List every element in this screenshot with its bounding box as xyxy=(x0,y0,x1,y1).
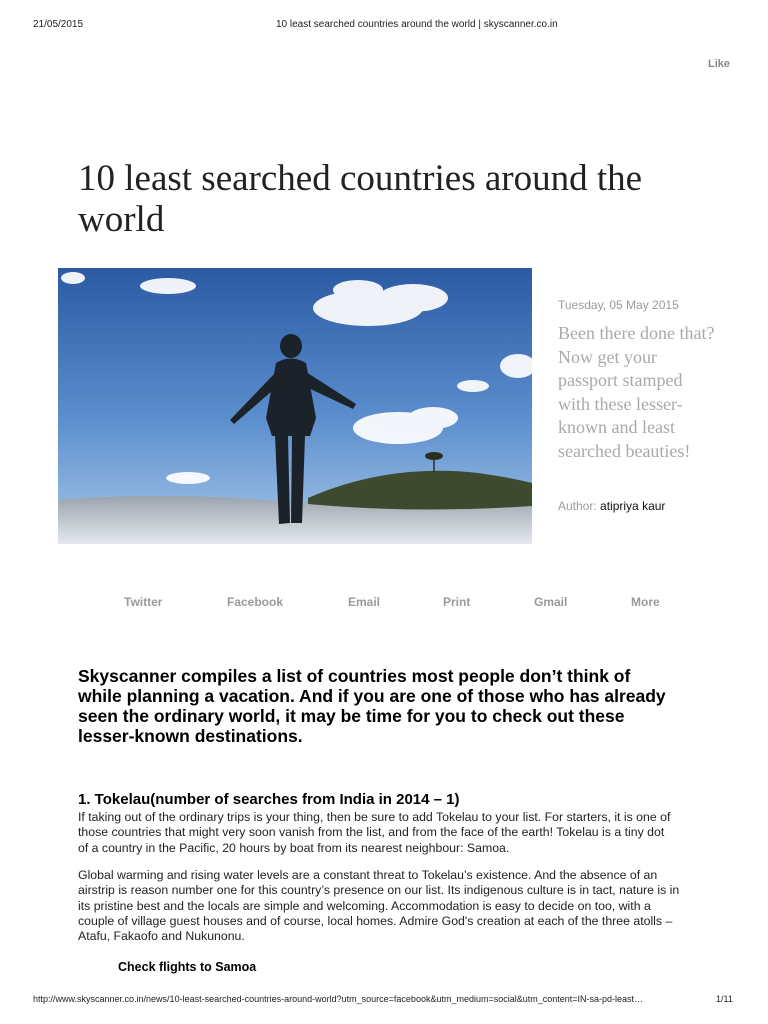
author-label: Author: xyxy=(558,499,597,513)
article-title-line: 10 least searched countries around the xyxy=(78,158,643,199)
article-lead xyxy=(78,666,733,746)
paragraph-line: of a country in the Pacific, 20 hours by boat from its nearest neighbour: Samoa. xyxy=(78,840,510,855)
article-teaser xyxy=(558,322,733,463)
article-date: Tuesday, 05 May 2015 xyxy=(558,298,679,312)
paragraph-line: If taking out of the ordinary trips is your thing, then be sure to add Tokelau to your list. For starters, it is one of xyxy=(78,810,671,824)
section-paragraph xyxy=(78,810,733,856)
teaser-line: searched beauties! xyxy=(558,440,691,461)
section-paragraph xyxy=(78,868,733,944)
print-page-number: 1/11 xyxy=(716,994,733,1004)
paragraph-line: those countries that might very soon vanish from the list, and from the face of the earth! Tokelau is a tiny dot xyxy=(78,825,665,840)
share-more-link[interactable]: More xyxy=(631,595,660,609)
author-name[interactable]: atipriya kaur xyxy=(600,499,666,513)
lead-line: lesser-known destinations. xyxy=(78,726,303,746)
teaser-line: with these lesser- xyxy=(558,393,683,414)
hero-photo xyxy=(58,268,532,544)
teaser-line: passport stamped xyxy=(558,370,683,390)
print-page-title: 10 least searched countries around the world | skyscanner.co.in xyxy=(276,19,558,30)
paragraph-line: Atafu, Fakaofo and Nukunonu. xyxy=(78,929,245,944)
teaser-line: known and least xyxy=(558,417,675,437)
lead-line: Skyscanner compiles a list of countries most people don’t think of xyxy=(78,666,631,686)
print-url: http://www.skyscanner.co.in/news/10-least-searched-countries-around-world?utm_source=facebook&utm_medium=social&utm_content=IN-sa-pd-least… xyxy=(33,994,644,1004)
lead-line: while planning a vacation. And if you are one of those who has already xyxy=(78,686,666,706)
paragraph-line: Global warming and rising water levels are a constant threat to Tokelau’s existence. And the absence of an xyxy=(78,868,658,882)
share-twitter-link[interactable]: Twitter xyxy=(124,595,163,609)
paragraph-line: airstrip is reason number one for this country’s presence on our list. Its indigenous culture is in tact, nature is in xyxy=(78,883,680,898)
lead-line: seen the ordinary world, it may be time for you to check out these xyxy=(78,706,625,726)
teaser-line: Been there done that? xyxy=(558,323,715,343)
paragraph-line: couple of village guest houses and of course, local homes. Admire God's creation at each of the three atolls – xyxy=(78,913,673,928)
teaser-line: Now get your xyxy=(558,346,657,367)
paragraph-line: its pristine best and the locals are simple and welcoming. Accommodation is easy to decide on too, with a xyxy=(78,898,651,913)
print-date: 21/05/2015 xyxy=(33,19,84,30)
share-print-link[interactable]: Print xyxy=(443,595,471,609)
article-title xyxy=(78,158,733,240)
share-email-link[interactable]: Email xyxy=(348,595,381,609)
like-button[interactable]: Like xyxy=(708,58,731,70)
share-gmail-link[interactable]: Gmail xyxy=(534,595,568,609)
article-title-line: world xyxy=(78,199,165,240)
share-facebook-link[interactable]: Facebook xyxy=(227,595,284,609)
author-line xyxy=(558,499,665,513)
section-heading: 1. Tokelau(number of searches from India in 2014 – 1) xyxy=(78,791,460,808)
check-flights-link[interactable]: Check flights to Samoa xyxy=(118,960,257,974)
